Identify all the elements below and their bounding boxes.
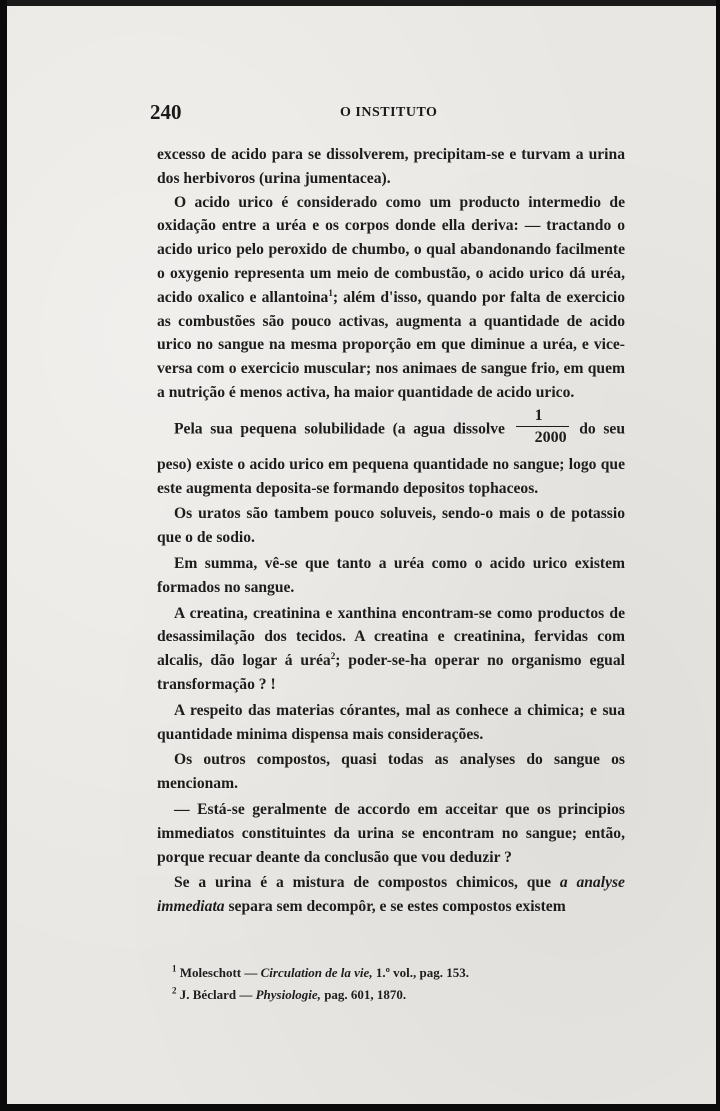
paragraph-text: ; além d'isso, quando por falta de exercicio as combustões são pouco activas, augmenta a quantidade de acido urico no sangue na mesma proporção em que diminue a uréa, e vice-versa com o exercicio muscular; nos animaes de sangue frio, em quem a nutrição é menos activa, ha maior quantidade de acido urico. bbox=[157, 288, 625, 401]
running-title: O INSTITUTO bbox=[340, 105, 438, 120]
fraction-line bbox=[157, 406, 625, 449]
paragraph-continuation: excesso de acido para se dissolverem, precipitam-se e turvam a urina dos herbivoros (urina jumentacea). bbox=[157, 146, 625, 187]
footnote-work: Physiologie, bbox=[255, 987, 321, 1002]
footnote-work: Circulation de la vie, bbox=[260, 965, 373, 980]
footnotes bbox=[172, 962, 632, 1006]
scan-edge-bottom bbox=[0, 1104, 720, 1111]
footnote-ref: pag. 601, 1870. bbox=[324, 987, 407, 1002]
paragraph-materias-corantes: A respeito das materias córantes, mal as conhece a chimica; e sua quantidade minima dispensa mais considerações. bbox=[157, 701, 625, 743]
paragraph-outros-compostos: Os outros compostos, quasi todas as analyses do sangue os mencionam. bbox=[157, 751, 625, 793]
page-number: 240 bbox=[150, 100, 182, 124]
paragraph-text: O acido urico é considerado como um producto intermedio de oxidação entre a uréa e os corpos donde ella deriva: — tractando o acido urico pelo peroxido de chumbo, o qual abandonando facilmente o oxygenio representa um meio de combustão, o acido urico dá uréa, acido oxalico e allantoina bbox=[157, 193, 625, 306]
footnote-number: 1 bbox=[172, 963, 177, 974]
fraction-numerator: 1 bbox=[534, 406, 543, 424]
paragraph-text: separa sem decompôr, e se estes compostos existem bbox=[228, 898, 566, 916]
footnote-marker-2: 2 bbox=[330, 650, 336, 661]
paragraph-text: Se a urina é a mistura de compostos chimicos, que bbox=[174, 874, 552, 892]
italic-phrase: a analyse immediata bbox=[157, 874, 625, 916]
footnote-author: J. Béclard — bbox=[179, 987, 253, 1002]
paragraph-se-a-urina bbox=[157, 871, 625, 919]
paragraph-acido-urico bbox=[157, 191, 625, 405]
scan-edge-left bbox=[0, 0, 7, 1111]
paragraph-uratos: Os uratos são tambem pouco soluveis, sendo-o mais o de potassio que o de sodio. bbox=[157, 505, 625, 547]
paragraph-solubilidade bbox=[157, 406, 625, 449]
paragraph-peso: peso) existe o acido urico em pequena quantidade no sangue; logo que este augmenta deposita-se formando depositos tophaceos. bbox=[157, 455, 625, 497]
paragraph-principios-immediatos: — Está-se geralmente de accordo em acceitar que os principios immediatos constituintes da urina se encontram no sangue; então, porque recuar deante da conclusão que vou deduzir ? bbox=[157, 800, 625, 866]
footnote-author: Moleschott — bbox=[179, 965, 258, 980]
paragraph-text: ; poder-se-ha operar no organismo egual transformação ? ! bbox=[157, 652, 625, 693]
paragraph-em-summa: Em summa, vê-se que tanto a uréa como o acido urico existem formados no sangue. bbox=[157, 554, 625, 596]
body-text bbox=[157, 143, 625, 919]
footnote-2 bbox=[172, 984, 632, 1006]
fraction bbox=[516, 408, 569, 446]
fraction-denominator: 2000 bbox=[516, 426, 569, 446]
footnote-number: 2 bbox=[172, 985, 177, 996]
footnote-1 bbox=[172, 962, 632, 984]
paragraph-text: do seu bbox=[579, 420, 625, 438]
paragraph-text: Pela sua pequena solubilidade (a agua dissolve bbox=[174, 420, 505, 438]
paragraph-text: A creatina, creatinina e xanthina encontram-se como productos de desassimilação dos tecidos. A creatina e creatinina, fervidas com alcalis, dão logar á uréa bbox=[157, 604, 625, 670]
footnote-ref: 1.º vol., pag. 153. bbox=[375, 965, 469, 980]
footnote-marker-1: 1 bbox=[328, 287, 333, 298]
scan-edge-right bbox=[716, 0, 720, 1111]
paragraph-creatina bbox=[157, 602, 625, 697]
